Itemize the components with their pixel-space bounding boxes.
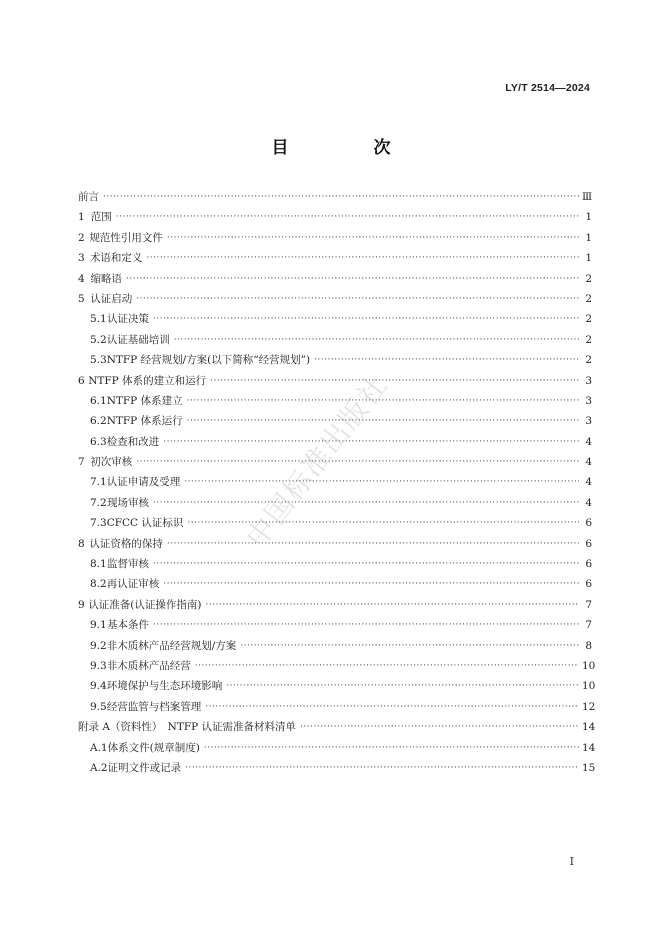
toc-entry-label: 非木质林产品经营 — [106, 659, 191, 672]
toc-dot-leader — [163, 574, 579, 594]
toc-entry-label: 前言 — [78, 191, 99, 203]
toc-entry-label: 认证资格的保持 — [89, 537, 163, 550]
standard-code: LY/T 2514—2024 — [505, 82, 590, 94]
toc-entry-number: 5.3 — [90, 354, 107, 367]
toc-entry-label: 认证基础培训 — [106, 333, 170, 346]
toc-entry-number: 9 — [78, 598, 85, 611]
toc-dot-leader — [195, 656, 579, 676]
toc-entry-page: 7 — [585, 619, 592, 632]
toc-entry-label: 缩略语 — [90, 272, 122, 285]
table-of-contents — [78, 187, 596, 778]
toc-entry[interactable] — [78, 207, 592, 227]
toc-entry[interactable] — [78, 289, 592, 309]
toc-entry-page: 3 — [585, 374, 592, 387]
toc-entry-label: 环境保护与生态环境影响 — [106, 680, 223, 693]
toc-entry-page: 1 — [585, 231, 592, 244]
toc-entry[interactable] — [78, 493, 592, 513]
toc-entry-page: 6 — [585, 558, 592, 571]
toc-entry-page: 2 — [585, 313, 592, 326]
page-title: 目 次 — [271, 138, 425, 158]
toc-entry-label: 非木质林产品经营规划/方案 — [106, 639, 237, 652]
toc-entry-number: 9.4 — [90, 680, 107, 693]
toc-dot-leader — [300, 717, 579, 737]
toc-entry-label: 认证决策 — [106, 313, 149, 326]
toc-entry[interactable] — [78, 574, 592, 594]
toc-entry-number: 8.1 — [90, 558, 107, 571]
toc-entry-label: NTFP 体系的建立和运行 — [88, 374, 207, 387]
toc-entry-number: 7 — [78, 456, 85, 469]
toc-dot-leader — [116, 207, 579, 227]
toc-dot-leader — [205, 697, 579, 717]
toc-entry-number: A.1 — [90, 741, 108, 754]
toc-entry-number: 1 — [78, 211, 85, 224]
toc-entry[interactable] — [78, 636, 592, 656]
toc-entry-number: 6 — [78, 374, 85, 387]
toc-entry-number: 2 — [78, 231, 85, 244]
toc-dot-leader — [314, 350, 579, 370]
toc-entry[interactable] — [78, 330, 592, 350]
toc-entry-label: 检查和改进 — [106, 435, 160, 448]
toc-entry[interactable] — [78, 350, 592, 370]
toc-entry-page: 14 — [582, 741, 596, 754]
toc-entry-number: 5.1 — [90, 313, 107, 326]
toc-entry-page: 15 — [582, 761, 596, 774]
toc-dot-leader — [136, 452, 579, 472]
toc-entry[interactable] — [78, 595, 592, 615]
toc-entry[interactable] — [78, 309, 592, 329]
toc-entry-page: 4 — [585, 435, 592, 448]
toc-entry-page: 8 — [585, 639, 592, 652]
toc-entry-page: Ⅲ — [582, 191, 593, 203]
toc-entry-label: 认证准备(认证操作指南) — [88, 598, 202, 611]
toc-entry-number: 7.1 — [90, 476, 107, 489]
toc-entry-label: 认证申请及受理 — [106, 476, 181, 489]
toc-entry-label: NTFP 体系建立 — [106, 394, 183, 407]
toc-entry-label: 规范性引用文件 — [89, 231, 163, 244]
toc-dot-leader — [210, 371, 579, 391]
toc-entry[interactable] — [78, 738, 596, 758]
toc-entry-label: 附录 A（资料性） NTFP 认证需准备材料清单 — [78, 721, 297, 734]
toc-entry-number: 7.2 — [90, 496, 107, 509]
toc-entry[interactable] — [78, 472, 592, 492]
toc-dot-leader — [187, 513, 579, 533]
toc-entry-label: NTFP 经营规划/方案(以下简称“经营规划”) — [106, 354, 311, 367]
toc-entry-label: 证明文件或记录 — [107, 761, 182, 774]
toc-dot-leader — [206, 595, 579, 615]
toc-entry-page: 2 — [585, 354, 592, 367]
toc-entry-number: 8.2 — [90, 578, 107, 591]
toc-dot-leader — [187, 411, 579, 431]
toc-dot-leader — [153, 615, 579, 635]
toc-entry-label: 认证启动 — [90, 292, 133, 305]
toc-entry-number: 6.1 — [90, 394, 107, 407]
toc-entry-label: 基本条件 — [106, 619, 149, 632]
toc-dot-leader — [167, 228, 579, 248]
toc-dot-leader — [187, 391, 579, 411]
toc-entry-page: 4 — [585, 476, 592, 489]
toc-dot-leader — [174, 330, 579, 350]
toc-entry[interactable] — [78, 391, 592, 411]
toc-entry-number: 5.2 — [90, 333, 107, 346]
toc-entry-number: 7.3 — [90, 517, 107, 530]
toc-entry[interactable] — [78, 371, 592, 391]
toc-dot-leader — [226, 676, 579, 696]
toc-entry-label: 监督审核 — [106, 558, 149, 571]
toc-dot-leader — [240, 636, 579, 656]
toc-entry-label: 现场审核 — [106, 496, 149, 509]
toc-entry[interactable] — [78, 615, 592, 635]
toc-entry-page: 4 — [585, 456, 592, 469]
toc-entry-page: 1 — [585, 252, 592, 265]
toc-entry-page: 2 — [585, 292, 592, 305]
toc-entry[interactable] — [78, 269, 592, 289]
toc-entry[interactable] — [78, 717, 596, 737]
toc-entry-number: 9.1 — [90, 619, 107, 632]
toc-entry-page: 7 — [585, 598, 592, 611]
toc-dot-leader — [204, 738, 579, 758]
toc-entry-page: 12 — [582, 700, 596, 713]
toc-entry-number: A.2 — [90, 761, 108, 774]
toc-entry-label: 体系文件(规章制度) — [107, 741, 200, 754]
toc-entry-page: 3 — [585, 415, 592, 428]
toc-entry-page: 6 — [585, 537, 592, 550]
toc-entry[interactable] — [78, 513, 592, 533]
toc-entry-number: 8 — [78, 537, 85, 550]
toc-entry-number: 9.5 — [90, 700, 107, 713]
toc-entry-number: 5 — [78, 292, 85, 305]
toc-entry[interactable] — [78, 697, 596, 717]
toc-entry-page: 2 — [585, 272, 592, 285]
toc-dot-leader — [167, 534, 579, 554]
toc-entry-number: 9.2 — [90, 639, 107, 652]
page-number: I — [569, 855, 574, 868]
toc-dot-leader — [153, 554, 579, 574]
toc-entry-page: 6 — [585, 578, 592, 591]
toc-entry-label: 初次审核 — [90, 456, 133, 469]
toc-entry-label: 经营监管与档案管理 — [106, 700, 202, 713]
toc-dot-leader — [126, 269, 579, 289]
toc-entry[interactable] — [78, 228, 592, 248]
toc-entry[interactable] — [78, 676, 596, 696]
toc-entry-label: NTFP 体系运行 — [106, 415, 183, 428]
toc-dot-leader — [153, 493, 579, 513]
toc-entry-page: 2 — [585, 333, 592, 346]
toc-entry[interactable] — [78, 656, 596, 676]
toc-entry-page: 1 — [585, 211, 592, 224]
toc-dot-leader — [136, 289, 579, 309]
toc-dot-leader — [153, 309, 579, 329]
toc-entry-page: 14 — [582, 721, 596, 734]
toc-entry-number: 9.3 — [90, 659, 107, 672]
toc-entry[interactable] — [78, 452, 592, 472]
toc-dot-leader — [184, 472, 579, 492]
toc-entry-page: 3 — [585, 394, 592, 407]
toc-dot-leader — [185, 758, 579, 778]
toc-entry[interactable] — [78, 758, 596, 778]
publisher-watermark: 中国标准出版社 — [239, 368, 395, 554]
toc-entry-label: CFCC 认证标识 — [106, 517, 184, 530]
toc-entry-number: 6.3 — [90, 435, 107, 448]
toc-entry[interactable] — [78, 534, 592, 554]
toc-entry-number: 6.2 — [90, 415, 107, 428]
toc-entry-number: 4 — [78, 272, 85, 285]
toc-entry-page: 4 — [585, 496, 592, 509]
toc-entry[interactable] — [78, 248, 592, 268]
toc-entry-page: 6 — [585, 517, 592, 530]
toc-entry-label: 术语和定义 — [89, 252, 143, 265]
toc-entry-number: 3 — [78, 252, 85, 265]
toc-entry-label: 再认证审核 — [106, 578, 160, 591]
toc-entry-page: 10 — [582, 659, 596, 672]
toc-entry[interactable] — [78, 554, 592, 574]
toc-dot-leader — [146, 248, 579, 268]
toc-entry[interactable] — [78, 432, 592, 452]
toc-dot-leader — [103, 187, 579, 207]
toc-dot-leader — [163, 432, 579, 452]
toc-entry[interactable] — [78, 411, 592, 431]
toc-entry-label: 范围 — [90, 211, 112, 224]
toc-entry-page: 10 — [582, 680, 596, 693]
toc-entry[interactable] — [78, 187, 592, 207]
